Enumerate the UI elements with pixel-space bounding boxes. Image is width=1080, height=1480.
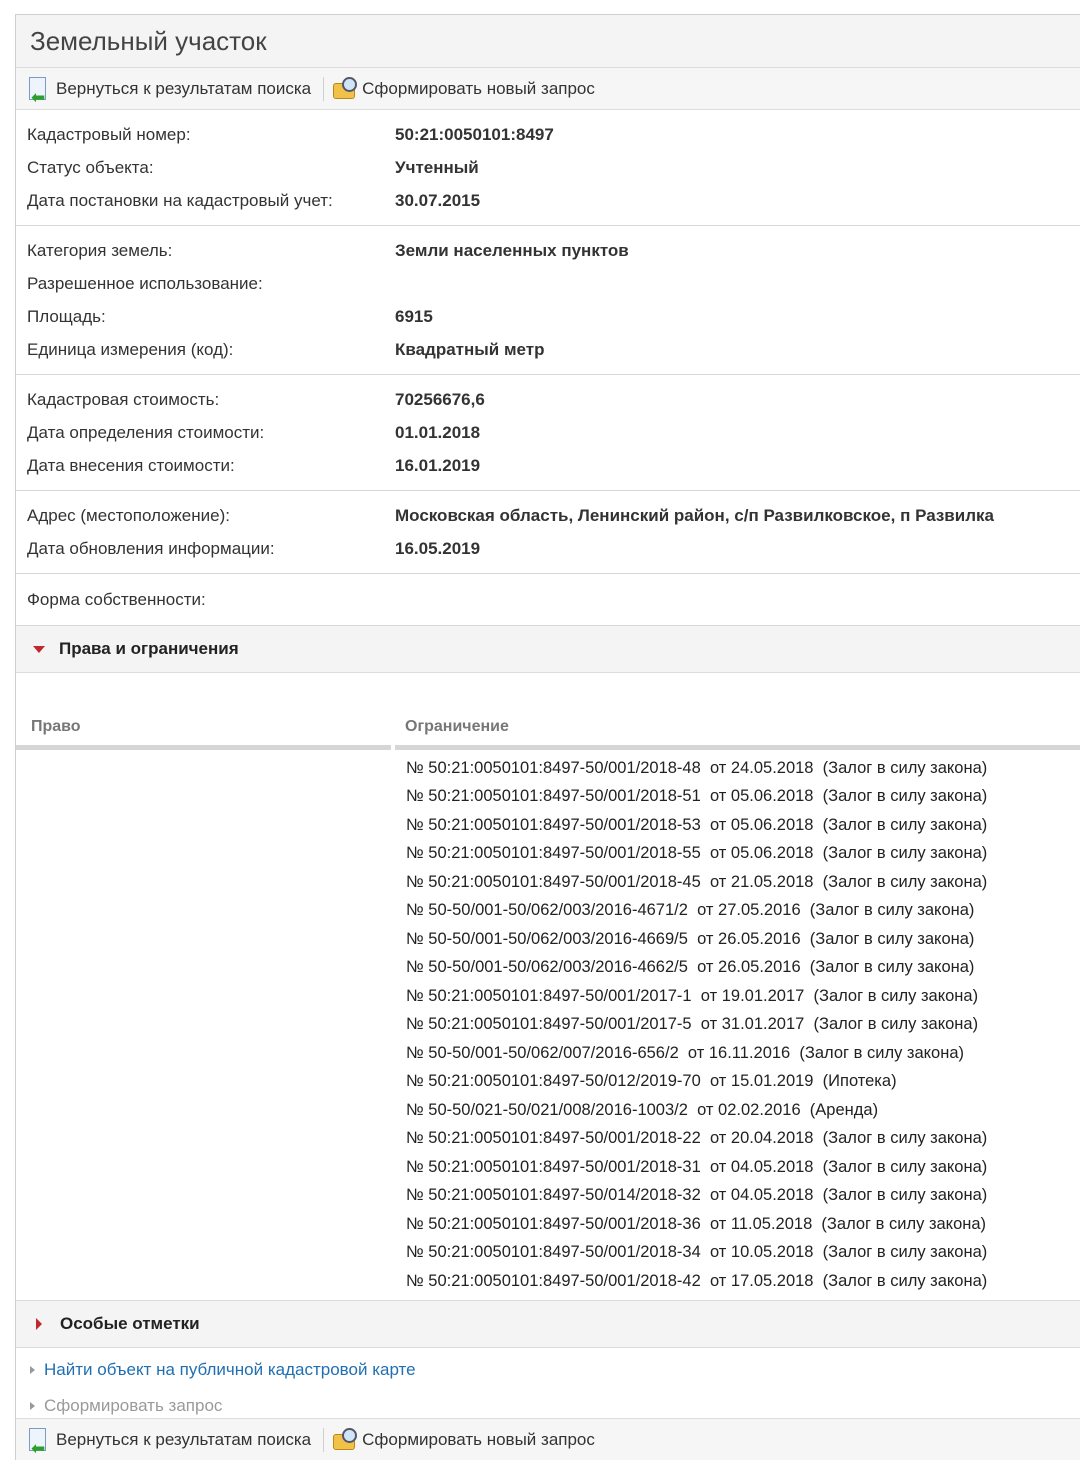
restriction-entry: № 50:21:0050101:8497-50/001/2018-31 от 04.05.2018 (Залог в силу закона): [406, 1157, 988, 1176]
restriction-entry: № 50:21:0050101:8497-50/001/2018-42 от 17.05.2018 (Залог в силу закона): [406, 1271, 988, 1290]
field-label: Дата обновления информации:: [27, 538, 275, 558]
back-to-results-label: Вернуться к результатам поиска: [56, 1429, 312, 1449]
info-row: [16, 184, 1080, 217]
info-section: [16, 110, 1080, 226]
info-row: [16, 151, 1080, 184]
field-label: Статус объекта:: [27, 157, 154, 177]
rights-heading: Права и ограничения: [59, 639, 239, 658]
top-toolbar: [16, 68, 1080, 110]
restriction-entry: № 50:21:0050101:8497-50/001/2017-5 от 31.01.2017 (Залог в силу закона): [406, 1015, 979, 1034]
rights-section-toggle[interactable]: [16, 626, 1080, 673]
special-marks-toggle[interactable]: [16, 1301, 1080, 1348]
restriction-entry: № 50:21:0050101:8497-50/012/2019-70 от 15.01.2019 (Ипотека): [406, 1072, 897, 1091]
restriction-entry: № 50:21:0050101:8497-50/001/2017-1 от 19.01.2017 (Залог в силу закона): [406, 986, 979, 1005]
bottom-toolbar: [16, 1418, 1080, 1460]
restriction-entry: № 50:21:0050101:8497-50/001/2018-48 от 24.05.2018 (Залог в силу закона): [406, 758, 988, 777]
back-to-results-label: Вернуться к результатам поиска: [56, 78, 312, 98]
back-to-results-icon: ⬅: [26, 1427, 52, 1453]
field-label: Дата постановки на кадастровый учет:: [27, 190, 333, 210]
field-value: 01.01.2018: [395, 422, 481, 442]
new-query-label: Сформировать новый запрос: [362, 1429, 595, 1449]
restriction-entry: № 50:21:0050101:8497-50/001/2018-55 от 05.06.2018 (Залог в силу закона): [406, 844, 988, 863]
info-sections: [16, 110, 1080, 574]
restriction-entry: № 50:21:0050101:8497-50/001/2018-51 от 05.06.2018 (Залог в силу закона): [406, 787, 988, 806]
field-label: Дата определения стоимости:: [27, 422, 265, 442]
field-value: Учтенный: [395, 157, 479, 177]
restriction-entry: № 50-50/001-50/062/003/2016-4669/5 от 26.05.2016 (Залог в силу закона): [406, 929, 975, 948]
field-value: 16.05.2019: [395, 538, 481, 558]
special-marks-heading: Особые отметки: [60, 1313, 200, 1333]
rights-table-body: [16, 750, 1080, 1301]
page-title: Земельный участок: [30, 25, 267, 56]
restriction-entry: № 50:21:0050101:8497-50/001/2018-45 от 21.05.2018 (Залог в силу закона): [406, 872, 988, 891]
field-value: Квадратный метр: [395, 339, 545, 359]
back-to-results-icon: ⬅: [26, 76, 52, 102]
new-query-button[interactable]: [332, 76, 595, 102]
restriction-cell: [395, 754, 987, 1296]
restriction-entry: № 50:21:0050101:8497-50/001/2018-36 от 11.05.2018 (Залог в силу закона): [406, 1214, 987, 1233]
field-value: 70256676,6: [395, 389, 485, 409]
find-on-map-link[interactable]: Найти объект на публичной кадастровой карте: [44, 1359, 416, 1379]
rights-table: [16, 709, 1080, 1301]
right-cell: [16, 754, 395, 1296]
header-underline: [16, 745, 1080, 750]
ownership-row: [16, 574, 1080, 626]
field-label: Адрес (местоположение):: [27, 505, 230, 525]
field-label: Разрешенное использование:: [27, 273, 263, 293]
new-query-button-bottom[interactable]: [332, 1427, 595, 1453]
field-label: Категория земель:: [27, 240, 173, 260]
collapsed-triangle-icon: [36, 1318, 42, 1330]
info-row: [16, 234, 1080, 267]
info-row: [16, 118, 1080, 151]
restriction-entry: № 50:21:0050101:8497-50/001/2018-34 от 10.05.2018 (Залог в силу закона): [406, 1243, 988, 1262]
restriction-entry: № 50:21:0050101:8497-50/014/2018-32 от 04.05.2018 (Залог в силу закона): [406, 1186, 988, 1205]
field-label: Кадастровый номер:: [27, 124, 191, 144]
find-on-map-row: [16, 1352, 1080, 1388]
column-header-right: Право: [31, 718, 81, 735]
restriction-entry: № 50-50/001-50/062/003/2016-4671/2 от 27.05.2016 (Залог в силу закона): [406, 901, 975, 920]
info-row: [16, 383, 1080, 416]
toolbar-divider: [323, 77, 324, 101]
field-value: Московская область, Ленинский район, с/п Развилковское, п Развилка: [395, 505, 994, 525]
field-label: Дата внесения стоимости:: [27, 455, 235, 475]
restriction-entry: № 50:21:0050101:8497-50/001/2018-22 от 20.04.2018 (Залог в силу закона): [406, 1129, 988, 1148]
info-section: [16, 491, 1080, 574]
field-value: 30.07.2015: [395, 190, 481, 210]
info-row: [16, 333, 1080, 366]
restriction-entry: № 50:21:0050101:8497-50/001/2018-53 от 05.06.2018 (Залог в силу закона): [406, 815, 988, 834]
rights-table-header: [16, 709, 1080, 745]
bullet-arrow-icon: [30, 1402, 35, 1410]
new-query-label: Сформировать новый запрос: [362, 78, 595, 98]
object-card: [15, 14, 1080, 1460]
field-label: Единица измерения (код):: [27, 339, 234, 359]
back-to-results-button[interactable]: [26, 76, 312, 107]
info-row: [16, 532, 1080, 565]
info-row: [16, 499, 1080, 532]
info-row: [16, 300, 1080, 333]
restriction-entry: № 50-50/001-50/062/003/2016-4662/5 от 26.05.2016 (Залог в силу закона): [406, 958, 975, 977]
new-query-icon: [332, 1427, 358, 1453]
info-section: [16, 226, 1080, 375]
column-header-restriction: Ограничение: [405, 718, 509, 735]
back-to-results-button-bottom[interactable]: [26, 1427, 312, 1458]
info-row: [16, 267, 1080, 300]
form-request-link: Сформировать запрос: [44, 1395, 223, 1415]
new-query-icon: [332, 76, 358, 102]
info-row: [16, 416, 1080, 449]
field-value: Земли населенных пунктов: [395, 240, 629, 260]
field-label: Кадастровая стоимость:: [27, 389, 220, 409]
title-bar: [16, 15, 1080, 68]
field-value: 16.01.2019: [395, 455, 481, 475]
field-label: Площадь:: [27, 306, 106, 326]
restriction-entry: № 50-50/021-50/021/008/2016-1003/2 от 02.02.2016 (Аренда): [406, 1100, 879, 1119]
restriction-entry: № 50-50/001-50/062/007/2016-656/2 от 16.11.2016 (Залог в силу закона): [406, 1043, 965, 1062]
toolbar-divider: [323, 1428, 324, 1452]
field-value: 50:21:0050101:8497: [395, 124, 554, 144]
info-section: [16, 375, 1080, 491]
bullet-arrow-icon: [30, 1366, 35, 1374]
field-value: 6915: [395, 306, 433, 326]
links-block: [16, 1348, 1080, 1424]
info-row: [16, 449, 1080, 482]
expanded-triangle-icon: [33, 646, 45, 653]
ownership-label: Форма собственности:: [27, 589, 206, 609]
